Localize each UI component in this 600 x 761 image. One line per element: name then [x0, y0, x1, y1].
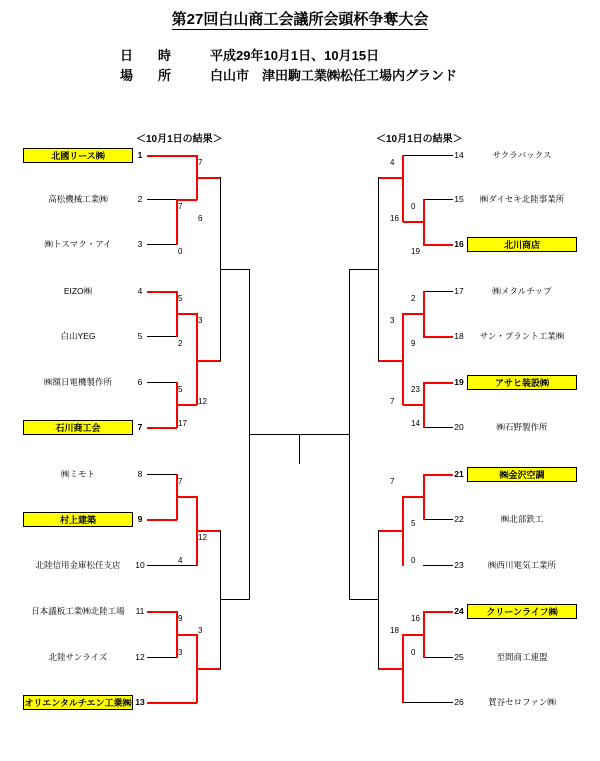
- team-seed: 2: [137, 194, 143, 204]
- team-label[interactable]: 至間商工連盟: [496, 652, 548, 662]
- bracket-line: [147, 382, 177, 383]
- bracket-line: [403, 313, 424, 315]
- bracket-line: [196, 177, 221, 179]
- team-seed: 26: [454, 697, 464, 707]
- team-seed: 7: [137, 422, 143, 432]
- match-score: 0: [178, 247, 183, 256]
- bracket-line: [147, 474, 177, 475]
- team-label[interactable]: クリーンライフ㈱: [467, 604, 577, 619]
- match-score: 4: [178, 556, 183, 565]
- bracket-line: [349, 599, 379, 600]
- bracket-line: [378, 360, 403, 362]
- bracket-line: [423, 565, 453, 566]
- team-label[interactable]: ㈱メタルチップ: [492, 286, 552, 296]
- team-label[interactable]: サン・プラント工業㈱: [479, 331, 565, 341]
- match-score: 19: [411, 247, 420, 256]
- match-score: 2: [178, 339, 183, 348]
- match-score: 3: [198, 626, 203, 635]
- team-seed: 21: [454, 469, 464, 479]
- team-seed: 22: [454, 514, 464, 524]
- bracket-line: [423, 291, 453, 292]
- match-score: 5: [178, 385, 183, 394]
- bracket-line: [147, 657, 177, 658]
- bracket-line: [176, 404, 197, 406]
- bracket-line: [176, 634, 197, 636]
- match-score: 0: [411, 202, 416, 211]
- team-label[interactable]: EIZO㈱: [63, 286, 93, 296]
- team-label[interactable]: 白山YEG: [60, 331, 96, 341]
- bracket-line: [403, 634, 424, 636]
- team-seed: 5: [137, 331, 143, 341]
- bracket-line: [423, 336, 453, 338]
- info-value-date: 平成29年10月1日、10月15日: [210, 48, 380, 63]
- match-score: 0: [411, 648, 416, 657]
- team-label[interactable]: ㈱北部鉄工: [500, 514, 544, 524]
- match-score: 6: [198, 214, 203, 223]
- team-label[interactable]: 北陸信用金庫松任支店: [35, 560, 121, 570]
- team-label[interactable]: ㈱ミモト: [60, 469, 95, 479]
- bracket-line: [147, 611, 177, 613]
- team-label[interactable]: 北國リース㈱: [23, 148, 133, 163]
- match-score: 16: [411, 614, 420, 623]
- bracket-line: [147, 702, 197, 704]
- team-label[interactable]: ㈱ダイセキ北陸事業所: [479, 194, 565, 204]
- team-label[interactable]: ㈱石野製作所: [496, 422, 548, 432]
- bracket-line: [196, 530, 221, 532]
- bracket-line: [402, 313, 404, 405]
- match-score: 23: [411, 385, 420, 394]
- team-seed: 3: [137, 239, 143, 249]
- bracket-line: [378, 530, 403, 532]
- team-seed: 17: [454, 286, 464, 296]
- team-seed: 15: [454, 194, 464, 204]
- bracket-line: [423, 382, 453, 384]
- match-score: 7: [390, 477, 395, 486]
- bracket-line: [176, 199, 197, 201]
- bracket-line: [402, 155, 404, 222]
- match-score: 7: [390, 397, 395, 406]
- bracket-line: [423, 199, 453, 200]
- match-score: 12: [198, 397, 207, 406]
- team-seed: 13: [135, 697, 145, 707]
- team-seed: 6: [137, 377, 143, 387]
- team-label[interactable]: 北陸サンライズ: [48, 652, 108, 662]
- bracket-line: [147, 155, 197, 157]
- section-header-left: ＜10月1日の結果＞: [136, 134, 223, 145]
- info-label-place: 場 所: [120, 68, 178, 83]
- match-score: 18: [390, 626, 399, 635]
- bracket-line: [147, 244, 177, 245]
- bracket-line: [220, 269, 250, 270]
- bracket-line: [147, 291, 177, 293]
- bracket-line: [147, 519, 177, 521]
- bracket-line: [317, 434, 350, 435]
- team-seed: 25: [454, 652, 464, 662]
- team-seed: 11: [135, 606, 145, 616]
- bracket-line: [403, 155, 453, 156]
- team-seed: 20: [454, 422, 464, 432]
- match-score: 7: [198, 158, 203, 167]
- bracket-line: [176, 565, 197, 566]
- bracket-line: [423, 657, 453, 658]
- bracket-line: [378, 177, 403, 179]
- team-seed: 16: [454, 239, 464, 249]
- info-value-place: 白山市 津田駒工業㈱松任工場内グランド: [210, 68, 458, 83]
- team-seed: 4: [137, 286, 143, 296]
- team-seed: 12: [135, 652, 145, 662]
- team-label[interactable]: オリエンタルチエン工業㈱: [23, 695, 133, 710]
- bracket-line: [403, 702, 453, 703]
- team-label[interactable]: 賀谷セロファン㈱: [488, 697, 556, 707]
- match-score: 5: [178, 294, 183, 303]
- team-seed: 18: [454, 331, 464, 341]
- page-title-text: 第27回白山商工会議所会頭杯争奪大会: [171, 11, 429, 28]
- bracket-line: [403, 404, 424, 406]
- bracket-line: [423, 519, 453, 520]
- bracket-line: [249, 434, 282, 435]
- bracket-line: [196, 668, 221, 670]
- match-score: 9: [178, 614, 183, 623]
- bracket-line: [147, 336, 177, 337]
- team-label[interactable]: 高松機械工業㈱: [48, 194, 108, 204]
- team-seed: 23: [454, 560, 464, 570]
- bracket-line: [423, 474, 453, 476]
- bracket-line: [147, 565, 177, 566]
- bracket-line: [147, 427, 177, 429]
- match-score: 12: [198, 533, 207, 542]
- match-score: 2: [411, 294, 416, 303]
- match-score: 5: [411, 519, 416, 528]
- team-seed: 14: [454, 150, 464, 160]
- info-label-date: 日 時: [120, 48, 178, 63]
- match-score: 16: [390, 214, 399, 223]
- team-label[interactable]: 日本議板工業㈱北陸工場: [31, 606, 125, 616]
- bracket-line: [176, 313, 197, 315]
- match-score: 4: [390, 158, 395, 167]
- match-score: 0: [411, 556, 416, 565]
- team-seed: 24: [454, 606, 464, 616]
- match-score: 17: [178, 419, 187, 428]
- bracket-line: [299, 434, 300, 464]
- bracket-line: [378, 668, 403, 670]
- bracket-line: [423, 427, 453, 428]
- bracket-line: [196, 360, 221, 362]
- team-seed: 1: [137, 150, 143, 160]
- match-score: 14: [411, 419, 420, 428]
- bracket-line: [147, 199, 177, 200]
- team-seed: 8: [137, 469, 143, 479]
- section-header-right: ＜10月1日の結果＞: [376, 134, 463, 145]
- team-seed: 19: [454, 377, 464, 387]
- match-score: 3: [198, 316, 203, 325]
- bracket-line: [423, 611, 453, 613]
- bracket-line: [403, 221, 424, 223]
- team-label[interactable]: 石川商工会: [23, 420, 133, 435]
- team-label[interactable]: 北川商店: [467, 237, 577, 252]
- match-score: 7: [178, 477, 183, 486]
- bracket-line: [220, 599, 250, 600]
- match-score: 3: [178, 648, 183, 657]
- bracket-line: [423, 244, 453, 246]
- bracket-line: [196, 313, 198, 405]
- bracket-line: [403, 496, 424, 498]
- bracket-line: [281, 434, 319, 435]
- team-label[interactable]: ㈱トスマク・アイ: [44, 239, 112, 249]
- bracket-line: [349, 269, 379, 270]
- team-seed: 10: [135, 560, 145, 570]
- bracket-line: [176, 496, 197, 498]
- match-score: 9: [411, 339, 416, 348]
- match-score: 7: [178, 202, 183, 211]
- team-label[interactable]: ㈱金沢空調: [467, 467, 577, 482]
- team-label[interactable]: アサヒ装設㈱: [467, 375, 577, 390]
- team-label[interactable]: ㈱額日電機製作所: [43, 377, 112, 387]
- match-score: 3: [390, 316, 395, 325]
- team-label[interactable]: ㈱西川電気工業所: [487, 560, 556, 570]
- team-label[interactable]: 村上建築: [23, 512, 133, 527]
- team-seed: 9: [137, 514, 143, 524]
- team-label[interactable]: サクラバックス: [492, 150, 552, 160]
